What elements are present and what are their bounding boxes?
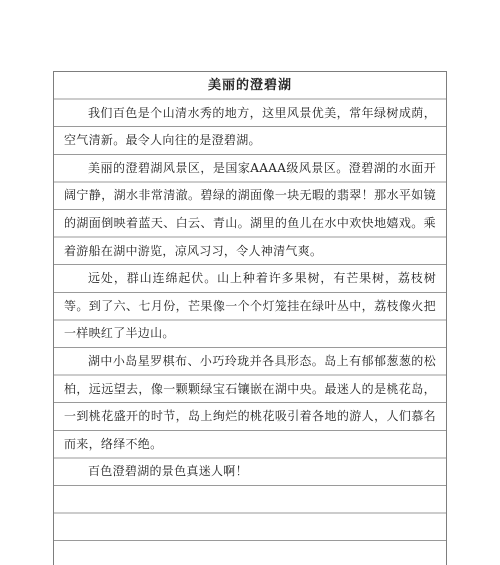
document-title: 美丽的澄碧湖 <box>207 78 292 93</box>
paragraph-3: 远处，群山连绵起伏。山上种着许多果树，有芒果树，荔枝树等。到了六、七月份，芒果像一个个灯笼挂在绿叶丛中，荔枝像火把一样映红了半边山。 <box>64 271 436 341</box>
paragraph-5: 百色澄碧湖的景色真迷人啊！ <box>88 464 248 479</box>
document-body <box>54 100 446 486</box>
lined-paper <box>53 71 447 565</box>
paragraph-2: 美丽的澄碧湖风景区，是国家AAAA级风景区。澄碧湖的水面开阔宁静，湖水非常清澈。碧绿的湖面像一块无暇的翡翠！那水平如镜的湖面倒映着蓝天、白云、青山。湖里的鱼儿在水中欢快地嬉戏。乘着游船在湖中游览，凉风习习，令人神清气爽。 <box>64 160 436 258</box>
paragraph-1: 我们百色是个山清水秀的地方，这里风景优美，常年绿树成荫，空气清新。最令人向往的是澄碧湖。 <box>64 105 436 148</box>
paragraph-4: 湖中小岛星罗棋布、小巧玲珑并各具形态。岛上有郁郁葱葱的松柏，远远望去，像一颗颗绿宝石镶嵌在湖中央。最迷人的是桃花岛，一到桃花盛开的时节，岛上绚烂的桃花吸引着各地的游人，人们慕名而来，络绎不绝。 <box>64 353 436 451</box>
